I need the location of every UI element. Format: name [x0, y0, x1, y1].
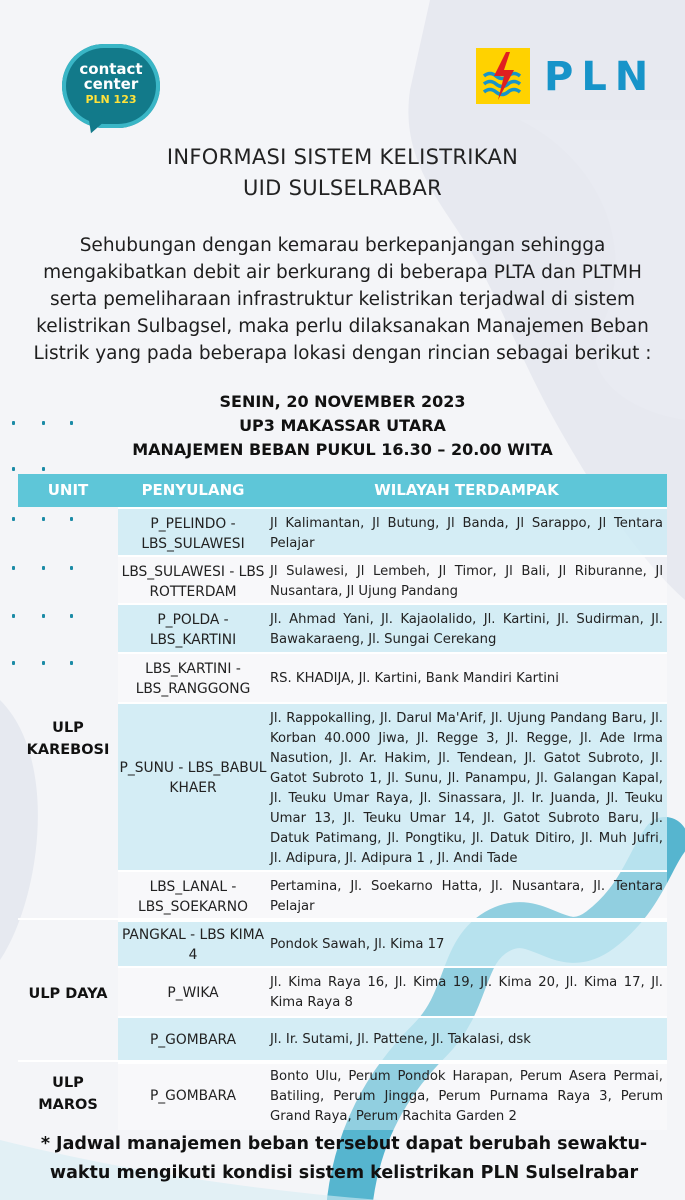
table-row [118, 1016, 667, 1062]
unit-label: ULP KAREBOSI [26, 720, 110, 758]
pln-logo [470, 46, 660, 106]
table-row [118, 702, 667, 872]
header-unit: UNIT [47, 481, 89, 499]
pln-wordmark: PLN [544, 54, 657, 100]
table-header [18, 474, 667, 507]
area-cell: Bonto Ulu, Perum Pondok Harapan, Perum Asera Permai, Batiling, Perum Jingga, Perum Purnama Raya 3, Perum Grand Raya, Perum Rachita Garden 2 [270, 1069, 663, 1124]
feeder-cell: LBS_SULAWESI - LBS ROTTERDAM [121, 564, 265, 600]
area-cell: Jl Sulawesi, Jl Lembeh, Jl Timor, Jl Bali, Jl Riburanne, Jl Nusantara, Jl Ujung Pandang [270, 564, 663, 599]
area-cell: Jl. Rappokalling, Jl. Darul Ma'Arif, Jl. Ujung Pandang Baru, Jl. Korban 40.000 Jiwa, Jl. Regge 3, Jl. Regge, Jl. Ade Irma Nasution, Jl. Ar. Hakim, Jl. Tendean, Jl. Gatot Subroto, Jl. Gatot Subroto 1, Jl. Sunu, Jl. Panampu, Jl. Galangan Kapal, Jl. Teuku Umar Raya, Jl. Sinassara, Jl. Ir. Juanda, Jl. Teuku Umar 13, Jl. Teuku Umar 14, Jl. Gatot Subroto Baru, Jl. Datuk Patimang, Jl. Pongtiku, Jl. Datuk Ditiro, Jl. Muh Jufri, Jl. Adipura, Jl. Adipura 1 , Jl. Andi Tade [270, 711, 663, 866]
area-cell: RS. KHADIJA, Jl. Kartini, Bank Mandiri Kartini [270, 671, 559, 686]
table-row [118, 966, 667, 1018]
header-area: WILAYAH TERDAMPAK [374, 481, 559, 499]
feeder-cell: LBS_LANAL - LBS_SOEKARNO [138, 879, 248, 915]
feeder-cell: P_GOMBARA [149, 1088, 237, 1104]
table-row [118, 603, 667, 654]
logo-text: center [83, 75, 139, 93]
footnote: * Jadwal manajemen beban tersebut dapat berubah sewaktu-waktu mengikuti kondisi sistem kelistrikan PLN Sulselrabar [40, 1134, 648, 1183]
table-row [118, 507, 667, 557]
page-title: INFORMASI SISTEM KELISTRIKAN [166, 145, 519, 169]
feeder-cell: P_WIKA [167, 985, 219, 1001]
schedule-unit: UP3 MAKASSAR UTARA [239, 416, 446, 435]
feeder-cell: P_POLDA - LBS_KARTINI [149, 612, 237, 648]
pln-lightning-icon [474, 46, 532, 106]
table-row [118, 870, 667, 920]
area-cell: Jl. Ir. Sutami, Jl. Pattene, Jl. Takalasi, dsk [270, 1032, 531, 1047]
unit-label: ULP DAYA [28, 986, 108, 1002]
contact-center-logo [62, 44, 162, 134]
area-cell: Pondok Sawah, Jl. Kima 17 [270, 937, 445, 952]
page-subtitle: UID SULSELRABAR [242, 176, 443, 200]
feeder-cell: PANGKAL - LBS KIMA 4 [121, 927, 265, 963]
schedule-time: MANAJEMEN BEBAN PUKUL 16.30 – 20.00 WITA [132, 440, 553, 459]
table-row [118, 1062, 667, 1130]
feeder-cell: P_SUNU - LBS_BABUL KHAER [119, 760, 267, 796]
area-cell: Jl. Ahmad Yani, Jl. Kajaolalido, Jl. Kartini, Jl. Sudirman, Jl. Bawakaraeng, Jl. Sungai Cerekang [270, 612, 663, 647]
logo-text: PLN 123 [85, 93, 137, 106]
header-feeder: PENYULANG [141, 481, 245, 499]
table-row [118, 652, 667, 704]
intro-paragraph: Sehubungan dengan kemarau berkepanjangan sehingga mengakibatkan debit air berkurang di beberapa PLTA dan PLTMH serta pemeliharaan infrastruktur kelistrikan terjadwal di sistem kelistrikan Sulbagsel, maka perlu dilaksanakan Manajemen Beban Listrik yang pada beberapa lokasi dengan rincian sebagai berikut : [33, 235, 652, 364]
logo-text: contact [79, 60, 143, 78]
area-cell: Jl Kalimantan, Jl Butung, Jl Banda, Jl Sarappo, Jl Tentara Pelajar [270, 516, 663, 551]
table-row [118, 920, 667, 968]
schedule-date: SENIN, 20 NOVEMBER 2023 [219, 392, 466, 411]
unit-label: ULP MAROS [38, 1075, 98, 1113]
table-row [118, 555, 667, 605]
area-cell: Pertamina, Jl. Soekarno Hatta, Jl. Nusantara, Jl. Tentara Pelajar [270, 879, 663, 914]
feeder-cell: P_GOMBARA [149, 1032, 237, 1048]
area-cell: Jl. Kima Raya 16, Jl. Kima 19, Jl. Kima 20, Jl. Kima 17, Jl. Kima Raya 8 [270, 975, 663, 1010]
feeder-cell: LBS_KARTINI - LBS_RANGGONG [135, 661, 251, 697]
feeder-cell: P_PELINDO - LBS_SULAWESI [141, 516, 245, 552]
